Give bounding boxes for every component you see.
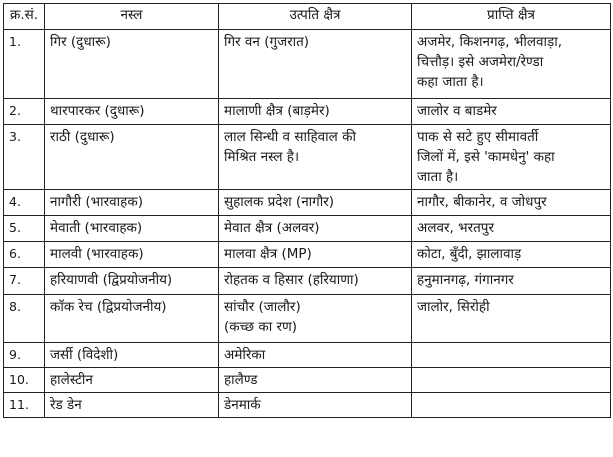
- origin-region: [219, 216, 412, 242]
- origin-line: गिर वन (गुजरात): [224, 34, 310, 50]
- origin-region: [219, 368, 412, 393]
- row-number: 6.: [4, 242, 45, 268]
- table-row: [4, 216, 611, 242]
- origin-line: मालवा क्षैत्र (MP): [224, 246, 312, 262]
- origin-line: मिश्रित नस्ल है।: [224, 149, 300, 165]
- origin-line: मालाणी क्षैत्र (बाड़मेर): [224, 103, 330, 119]
- origin-line: डेनमार्क: [224, 397, 261, 413]
- breed-name: गिर (दुधारू): [45, 30, 219, 99]
- found-line: अलवर, भरतपुर: [417, 220, 494, 236]
- found-region: [412, 343, 611, 368]
- table-row: [4, 125, 611, 190]
- row-number: 7.: [4, 268, 45, 295]
- breed-name: मालवी (भारवाहक): [45, 242, 219, 268]
- found-region: [412, 368, 611, 393]
- found-line: कोटा, बुँदी, झालावाड़: [417, 246, 522, 262]
- origin-region: [219, 99, 412, 125]
- found-region: [412, 190, 611, 216]
- header-sno: क्र.सं.: [4, 4, 45, 30]
- found-line: अजमेर, किशनगढ़, भीलवाड़ा,: [417, 34, 562, 50]
- found-line: पाक से सटे हुए सीमावर्ती: [417, 129, 539, 145]
- origin-line: मेवात क्षैत्र (अलवर): [224, 220, 320, 236]
- origin-region: [219, 343, 412, 368]
- origin-line: सुहालक प्रदेश (नागौर): [224, 194, 335, 210]
- found-region: [412, 242, 611, 268]
- breed-name: नागौरी (भारवाहक): [45, 190, 219, 216]
- origin-line: अमेरिका: [224, 347, 266, 363]
- breed-name: मेवाती (भारवाहक): [45, 216, 219, 242]
- found-line: जाता है।: [417, 169, 459, 185]
- table-row: [4, 30, 611, 99]
- row-number: 11.: [4, 393, 45, 418]
- header-origin: उत्पति क्षैत्र: [219, 4, 412, 30]
- found-region: [412, 295, 611, 343]
- found-line: नागौर, बीकानेर, व जोधपुर: [417, 194, 547, 210]
- row-number: 2.: [4, 99, 45, 125]
- row-number: 8.: [4, 295, 45, 343]
- breed-name: रेड डेन: [45, 393, 219, 418]
- table-row: [4, 368, 611, 393]
- found-line: चित्तौड़। इसे अजमेरा/रेण्डा: [417, 54, 544, 70]
- origin-region: [219, 393, 412, 418]
- breed-name: थारपारकर (दुधारू): [45, 99, 219, 125]
- table-row: [4, 268, 611, 295]
- row-number: 5.: [4, 216, 45, 242]
- found-line: जिलों में, इसे 'कामधेनु' कहा: [417, 149, 555, 165]
- origin-region: [219, 190, 412, 216]
- found-line: हनुमानगढ़, गंगानगर: [417, 272, 514, 288]
- origin-line: हालैण्ड: [224, 372, 258, 388]
- row-number: 9.: [4, 343, 45, 368]
- row-number: 4.: [4, 190, 45, 216]
- found-line: जालोर व बाडमेर: [417, 103, 497, 119]
- breed-name: राठी (दुधारू): [45, 125, 219, 190]
- found-region: [412, 125, 611, 190]
- found-line: जालोर, सिरोही: [417, 299, 490, 315]
- origin-region: [219, 295, 412, 343]
- found-region: [412, 99, 611, 125]
- row-number: 3.: [4, 125, 45, 190]
- table-row: [4, 393, 611, 418]
- table-row: [4, 295, 611, 343]
- header-found: प्राप्ति क्षैत्र: [412, 4, 611, 30]
- row-number: 1.: [4, 30, 45, 99]
- origin-region: [219, 30, 412, 99]
- found-region: [412, 30, 611, 99]
- cattle-breeds-table: [3, 3, 611, 418]
- origin-line: लाल सिन्धी व साहिवाल की: [224, 129, 356, 145]
- breed-name: कॉक रेच (द्विप्रयोजनीय): [45, 295, 219, 343]
- header-row: [4, 4, 611, 30]
- found-line: कहा जाता है।: [417, 74, 484, 90]
- origin-line: रोहतक व हिसार (हरियाणा): [224, 272, 359, 288]
- origin-region: [219, 268, 412, 295]
- row-number: 10.: [4, 368, 45, 393]
- breed-name: जर्सी (विदेशी): [45, 343, 219, 368]
- breed-name: हरियाणवी (द्विप्रयोजनीय): [45, 268, 219, 295]
- found-region: [412, 393, 611, 418]
- breed-name: हालेस्टीन: [45, 368, 219, 393]
- origin-line: (कच्छ का रण): [224, 319, 298, 335]
- table-row: [4, 343, 611, 368]
- table-row: [4, 190, 611, 216]
- header-breed: नस्ल: [45, 4, 219, 30]
- origin-region: [219, 242, 412, 268]
- origin-region: [219, 125, 412, 190]
- table-body: [4, 30, 611, 418]
- found-region: [412, 216, 611, 242]
- table-row: [4, 99, 611, 125]
- found-region: [412, 268, 611, 295]
- origin-line: सांचौर (जालौर): [224, 299, 301, 315]
- table-row: [4, 242, 611, 268]
